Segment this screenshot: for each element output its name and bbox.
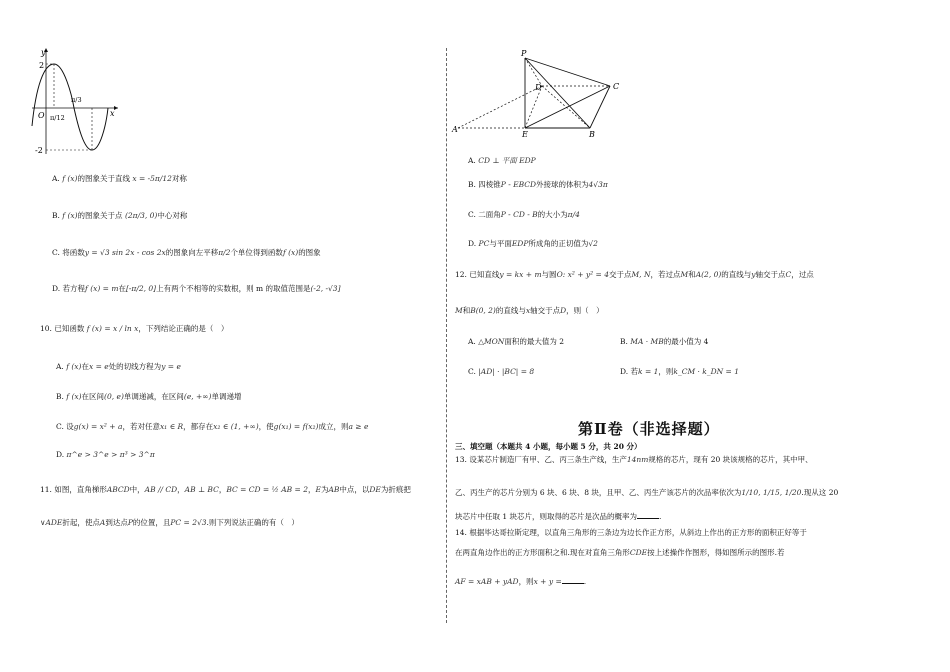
q11-c-text2: 的大小为 xyxy=(537,210,568,219)
q9-option-c xyxy=(52,248,321,258)
q10-a-math3: y = e xyxy=(161,362,181,371)
q12-b-math: MA · MB xyxy=(630,337,664,346)
q12-l1-g: 轴交于点 xyxy=(755,270,786,279)
q13-l3: 块芯片中任取 1 块芯片，则取得的芯片是次品的概率为 xyxy=(455,512,638,521)
graph-origin: O xyxy=(38,111,45,120)
q11-b-text2: 外接球的体积为 xyxy=(536,180,589,189)
q11-c-label: C. xyxy=(468,210,476,219)
q9-b-text: 的图象关于点 xyxy=(77,211,123,220)
q12-d-math1: k = 1 xyxy=(638,367,659,376)
q14-l2-a: 在两直角边作出的正方形面积之和.现在对直角三角形 xyxy=(455,548,630,557)
q10-d-math: π^e > 3^e > π³ > 3^π xyxy=(66,450,155,459)
q11-l1-m7: DE xyxy=(369,485,381,494)
q9-c-math1: y = √3 sin 2x - cos 2x xyxy=(84,248,166,257)
q11-l2-m4: PC = 2√3 xyxy=(170,518,207,527)
q10-c-math5: a ≥ e xyxy=(348,422,369,431)
fill-blank-section-heading: 三、填空题（本题共 4 小题，每小题 5 分，共 20 分） xyxy=(455,442,642,451)
q12-d-math2: k_CM · k_DN = 1 xyxy=(673,367,739,376)
q13-l1-a: 设某芯片制造厂有甲、乙、丙三条生产线，生产 xyxy=(469,455,627,464)
q12-d-label: D. xyxy=(620,367,629,376)
q11-option-d xyxy=(468,239,598,249)
q12-line2 xyxy=(455,306,604,316)
pyramid-figure xyxy=(450,46,640,138)
q13-l2-a: 乙、丙生产的芯片分别为 6 块、6 块、8 块，且甲、乙、丙生产该芯片的次品率依次为 xyxy=(455,488,742,497)
q11-l1-c: ， xyxy=(177,485,185,494)
q11-l1-f: 为 xyxy=(320,485,329,494)
figure-label-c: C xyxy=(613,82,620,91)
q11-a-math: CD ⊥ 平面 EDP xyxy=(478,156,536,165)
q11-d-math1: PC xyxy=(478,239,490,248)
q12-a-text: 面积的最大值为 2 xyxy=(504,337,565,346)
q12-l1-e: 和 xyxy=(688,270,696,279)
q11-l1-g: 中点，以 xyxy=(339,485,370,494)
q11-l2-b: 到达点 xyxy=(105,518,128,527)
q11-l1-d: ， xyxy=(218,485,227,494)
q12-a-label: A. xyxy=(468,337,476,346)
q10-a-math1: f (x) xyxy=(66,362,82,371)
q12-option-d xyxy=(620,367,739,377)
q12-c-math: |AD| · |BC| = 8 xyxy=(478,367,535,376)
q11-l1-m4: BC = CD = ½ AB = 2 xyxy=(226,485,308,494)
q12-l1-d: ，若过点 xyxy=(650,270,681,279)
q10-a-text2: 处的切线方程为 xyxy=(108,362,162,371)
graph-x-label: x xyxy=(110,109,115,118)
q9-c-label: C. xyxy=(52,248,60,257)
q13-line1 xyxy=(455,455,813,465)
q11-c-math2: π/4 xyxy=(567,210,580,219)
figure-label-b: B xyxy=(589,130,595,138)
q10-c-math3: x₂ ∈ (1, +∞) xyxy=(213,422,259,431)
q10-option-a xyxy=(56,362,181,372)
q11-l1-m6: AB xyxy=(328,485,340,494)
q10-option-c xyxy=(56,422,368,432)
graph-y-min: -2 xyxy=(35,146,43,155)
q14-l3-a: ，则 xyxy=(518,577,534,586)
q10-d-label: D. xyxy=(56,450,65,459)
q9-b-tail: 中心对称 xyxy=(157,211,188,220)
q13-line3: 块芯片中任取 1 块芯片，则取得的芯片是次品的概率为 . xyxy=(455,512,662,521)
q11-l1-a: 如图，直角梯形 xyxy=(54,485,107,494)
q9-c-text1: 将函数 xyxy=(62,248,85,257)
q12-option-c xyxy=(468,367,534,377)
figure-label-e: E xyxy=(522,130,528,138)
q12-l2-c: 轴交于点 xyxy=(530,306,561,315)
q12-l1-b: 与圆 xyxy=(541,270,557,279)
q9-d-label: D. xyxy=(52,284,61,293)
q14-num: 14. xyxy=(455,528,467,537)
graph-tick-pi12: π/12 xyxy=(50,114,65,122)
q12-option-a xyxy=(468,337,564,347)
q12-num: 12. xyxy=(455,270,467,279)
q9-a-math-f: f (x) xyxy=(62,174,78,183)
q12-l1-m7: y xyxy=(751,270,756,279)
q12-l1-m5: M xyxy=(680,270,689,279)
q11-b-math1: P - EBCD xyxy=(500,180,537,189)
q9-b-label: B. xyxy=(52,211,60,220)
q9-d-math2: [-π/2, 0] xyxy=(125,284,157,293)
q11-option-a xyxy=(468,156,536,166)
q12-l1-a: 已知直线 xyxy=(469,270,500,279)
q12-l2-m2: B(0, 2) xyxy=(470,306,496,315)
q9-d-math3: (-2, -√3] xyxy=(310,284,341,293)
q9-c-text2: 的图象向左平移 xyxy=(165,248,219,257)
figure-label-p: P xyxy=(521,49,527,58)
q9-d-text1: 若方程 xyxy=(62,284,86,293)
q10-c-math4: g(x₁) = f(x₂) xyxy=(273,422,319,431)
q11-l2-a: 折起，使点 xyxy=(62,518,100,527)
q12-l1-m6: A(2, 0) xyxy=(695,270,722,279)
q10-b-label: B. xyxy=(56,392,64,401)
figure-label-d: D xyxy=(535,83,542,92)
q9-a-math-x: x = -5π/12 xyxy=(132,174,172,183)
q11-a-label: A. xyxy=(468,156,476,165)
q12-l1-m1: y = kx + m xyxy=(499,270,542,279)
q9-a-tail: 对称 xyxy=(171,174,187,183)
q9-a-label: A. xyxy=(52,174,60,183)
q11-l2-m3: P xyxy=(127,518,133,527)
q11-l1-m3: AB ⊥ BC xyxy=(184,485,219,494)
q11-l1-m2: AB // CD xyxy=(144,485,178,494)
graph-y-label: y xyxy=(41,48,46,57)
q10-c-text4: ，使 xyxy=(258,422,274,431)
q12-l1-m4: M, N xyxy=(631,270,651,279)
q9-b-math-pt: (2π/3, 0) xyxy=(124,211,158,220)
q12-l1-m8: C xyxy=(785,270,792,279)
q14-l3-m2: x + y = xyxy=(533,577,562,586)
q12-l2-m1: M xyxy=(455,306,463,315)
q9-c-tail: 的图象 xyxy=(298,248,321,257)
q10-b-text2: 单调递减，在区间 xyxy=(123,392,184,401)
q9-c-text3: 个单位得到函数 xyxy=(230,248,283,257)
q10-c-text5: 成立，则 xyxy=(318,422,349,431)
graph-tick-pi3: π/3 xyxy=(71,96,82,104)
q14-answer-blank[interactable] xyxy=(562,575,587,586)
q12-line1 xyxy=(455,270,814,280)
q12-l2-d: ，则（ ） xyxy=(566,306,604,315)
q10-a-text1: 在 xyxy=(81,362,89,371)
q12-l1-c: 交于点 xyxy=(609,270,632,279)
q14-l2-b: 按上述操作作图形，得如图所示的图形.若 xyxy=(647,548,785,557)
q11-l1-e: ， xyxy=(307,485,316,494)
q11-l2-m2: A xyxy=(99,518,106,527)
q14-l2-m: CDE xyxy=(629,548,648,557)
q11-line2 xyxy=(40,518,299,528)
q13-l2-b: .现从这 20 xyxy=(801,488,839,497)
q9-option-b xyxy=(52,211,187,221)
column-divider xyxy=(446,48,447,623)
q11-l1-h: 为折痕把 xyxy=(380,485,411,494)
q11-c-math1: P - CD - B xyxy=(500,210,538,219)
q11-l1-m5: E xyxy=(315,485,321,494)
q14-line2 xyxy=(455,548,785,558)
q13-l1-b: 规格的芯片，现有 20 块该规格的芯片，其中甲、 xyxy=(648,455,813,464)
q11-option-b xyxy=(468,180,608,190)
q9-option-d xyxy=(52,284,341,294)
q10-stem1: 已知函数 xyxy=(54,324,85,333)
q12-l1-h: ，过点 xyxy=(791,270,814,279)
q12-a-math: △MON xyxy=(478,337,505,346)
q9-d-text3: 上有两个不相等的实数根，则 m 的取值范围是 xyxy=(156,284,311,293)
q10-b-math1: f (x) xyxy=(66,392,82,401)
q13-num: 13. xyxy=(455,455,467,464)
q13-answer-blank[interactable] xyxy=(637,510,659,519)
q9-option-a xyxy=(52,174,187,184)
q11-b-math2: 4√3π xyxy=(588,180,608,189)
q10-a-label: A. xyxy=(56,362,64,371)
q10-c-text2: ，若对任意 xyxy=(122,422,160,431)
q9-d-text2: 在 xyxy=(118,284,126,293)
q10-c-text1: 设 xyxy=(66,422,74,431)
q12-l2-m4: D xyxy=(560,306,567,315)
q10-stem2: ，下列结论正确的是（ ） xyxy=(138,324,229,333)
q11-b-text1: 四棱锥 xyxy=(478,180,501,189)
q11-d-text2: 所成角的正切值为 xyxy=(528,239,589,248)
q10-option-b xyxy=(56,392,241,402)
q11-l1-m1: ABCD xyxy=(106,485,130,494)
q10-stem-math: f (x) = x / ln x xyxy=(86,324,139,333)
q10-b-math2: (0, e) xyxy=(104,392,124,401)
q11-l1-b: 中， xyxy=(129,485,145,494)
q12-l2-a: 和 xyxy=(462,306,471,315)
q11-d-text1: 与平面 xyxy=(489,239,512,248)
q13-l1-m: 14nm xyxy=(626,455,649,464)
q14-line1 xyxy=(455,528,807,538)
q12-d-text1: 若 xyxy=(630,367,639,376)
graph-y-max: 2 xyxy=(39,61,45,70)
q12-l2-m3: x xyxy=(525,306,531,315)
q10-c-text3: ，都存在 xyxy=(183,422,214,431)
q12-l1-f: 的直线与 xyxy=(721,270,752,279)
q10-c-label: C. xyxy=(56,422,64,431)
q14-l1: 根据毕达哥拉斯定理，以直角三角形的三条边为边长作正方形，从斜边上作出的正方形的面积正好等于 xyxy=(469,528,807,537)
q9-c-math3: f (x) xyxy=(282,248,299,257)
q11-d-label: D. xyxy=(468,239,477,248)
figure-label-a: A xyxy=(452,125,458,134)
q14-line3 xyxy=(455,575,586,587)
q10-num: 10. xyxy=(40,324,52,333)
q10-b-text3: 单调递增 xyxy=(211,392,242,401)
q12-c-label: C. xyxy=(468,367,476,376)
q11-l2-d: .则下列说法正确的有（ ） xyxy=(206,518,299,527)
q9-a-text: 的图象关于直线 xyxy=(77,174,130,183)
q12-l2-b: 的直线与 xyxy=(495,306,526,315)
sine-graph xyxy=(30,46,120,156)
q13-l2-m: 1/10, 1/15, 1/20 xyxy=(741,488,802,497)
part2-title: 第Ⅱ卷（非选择题） xyxy=(578,420,720,438)
q11-d-math3: √2 xyxy=(588,239,598,248)
q9-b-math-f: f (x) xyxy=(62,211,78,220)
q11-d-math2: EDP xyxy=(511,239,529,248)
q11-l2-c: 的位置，且 xyxy=(132,518,171,527)
q12-d-text2: ，则 xyxy=(658,367,674,376)
q12-b-text: 的最小值为 4 xyxy=(663,337,709,346)
q11-l2-m1: ∨ADE xyxy=(40,518,63,527)
q10-b-math3: (e, +∞) xyxy=(183,392,212,401)
q12-b-label: B. xyxy=(620,337,628,346)
q11-line1 xyxy=(40,485,411,495)
q12-option-b xyxy=(620,337,708,347)
q9-c-math2: π/2 xyxy=(218,248,231,257)
q14-l3-m1: AF = xAB + yAD xyxy=(455,577,519,586)
q11-b-label: B. xyxy=(468,180,476,189)
q13-line2 xyxy=(455,488,838,498)
q11-num: 11. xyxy=(40,485,52,494)
q10-option-d xyxy=(56,450,155,460)
q11-option-c xyxy=(468,210,580,220)
q10-stem xyxy=(40,324,228,334)
q11-c-text1: 二面角 xyxy=(478,210,501,219)
q10-a-math2: x = e xyxy=(88,362,109,371)
q12-l1-m3: x² + y² = 4 xyxy=(567,270,609,279)
q10-b-text1: 在区间 xyxy=(81,392,105,401)
q14-l3-end: . xyxy=(583,577,587,586)
q9-d-math1: f (x) = m xyxy=(85,284,119,293)
q10-c-math1: g(x) = x² + a xyxy=(73,422,123,431)
q12-l1-m2: O: xyxy=(556,270,566,279)
q10-c-math2: x₁ ∈ R xyxy=(159,422,184,431)
